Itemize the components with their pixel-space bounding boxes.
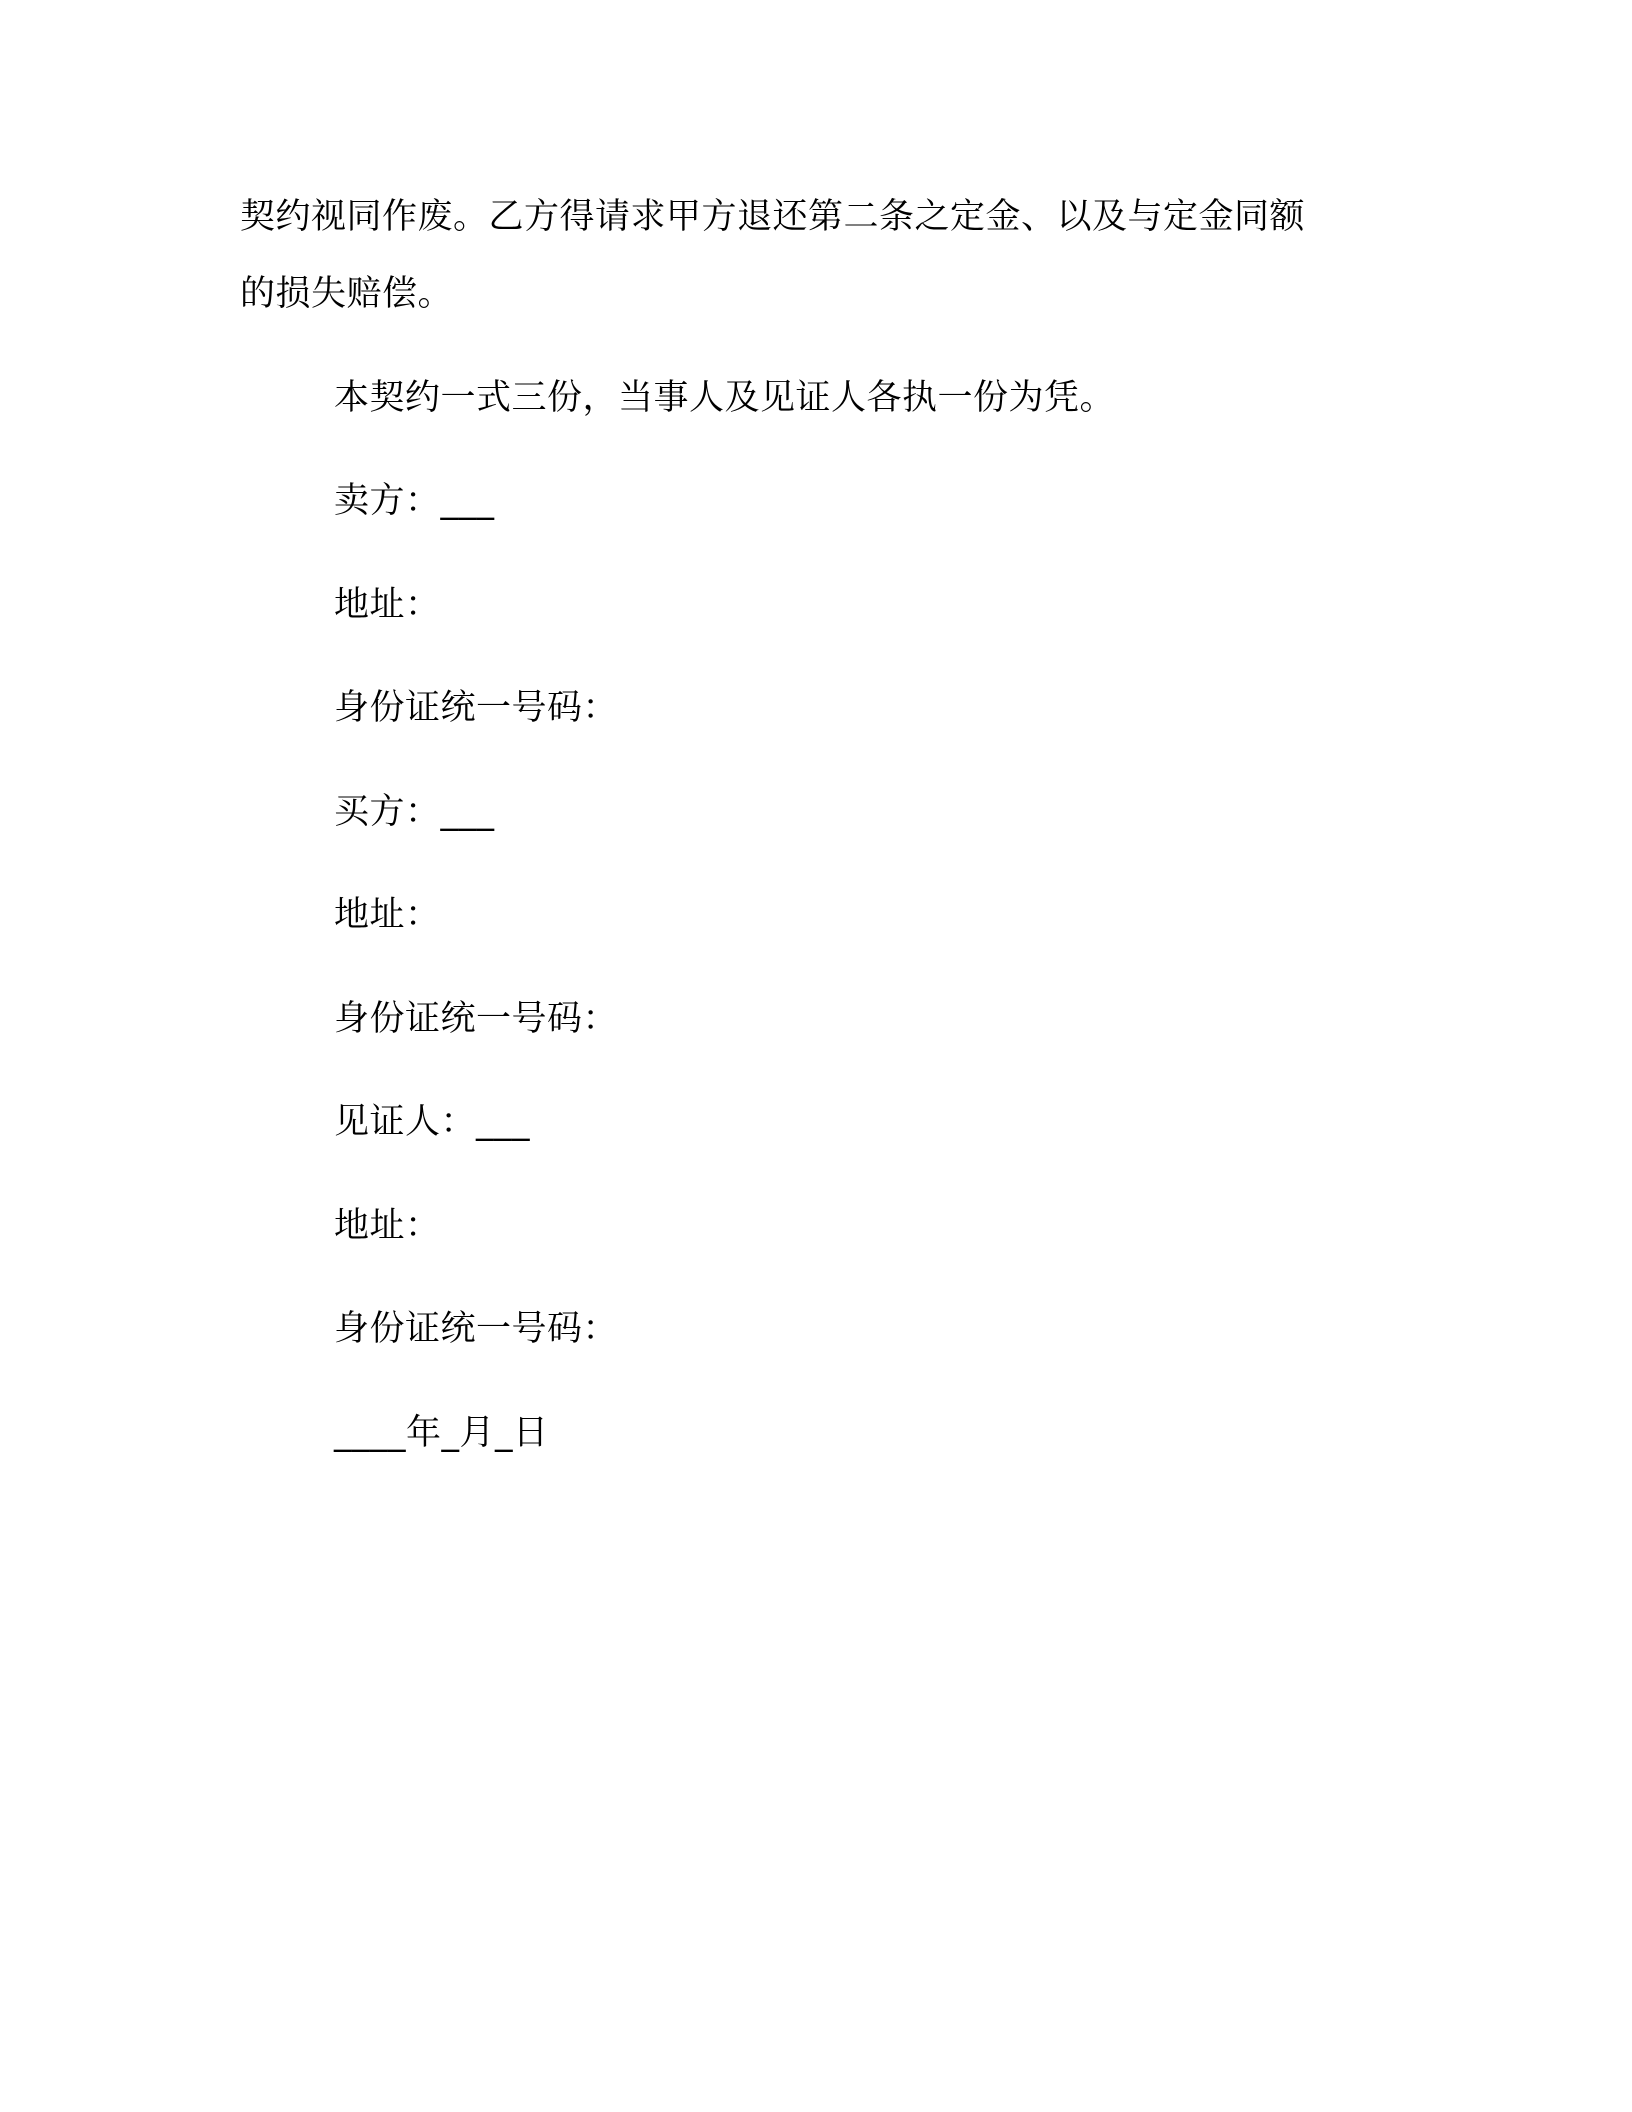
seller-id-line: 身份证统一号码： [334,688,619,728]
date-line: ____年_月_日 [334,1413,549,1453]
paragraph-continuation-line-1: 契约视同作废。乙方得请求甲方退还第二条之定金、以及与定金同额 [240,197,1306,237]
buyer-id-line: 身份证统一号码： [334,999,619,1039]
witness-id-line: 身份证统一号码： [334,1309,619,1349]
witness-name-line: 见证人：___ [334,1102,531,1142]
buyer-name-line: 买方：___ [334,792,495,832]
paragraph-continuation-line-2: 的损失赔偿。 [240,274,454,314]
buyer-address-line: 地址： [334,895,441,935]
copies-clause: 本契约一式三份，当事人及见证人各执一份为凭。 [334,378,1116,418]
seller-address-line: 地址： [334,585,441,625]
witness-address-line: 地址： [334,1206,441,1246]
seller-name-line: 卖方：___ [334,481,495,521]
